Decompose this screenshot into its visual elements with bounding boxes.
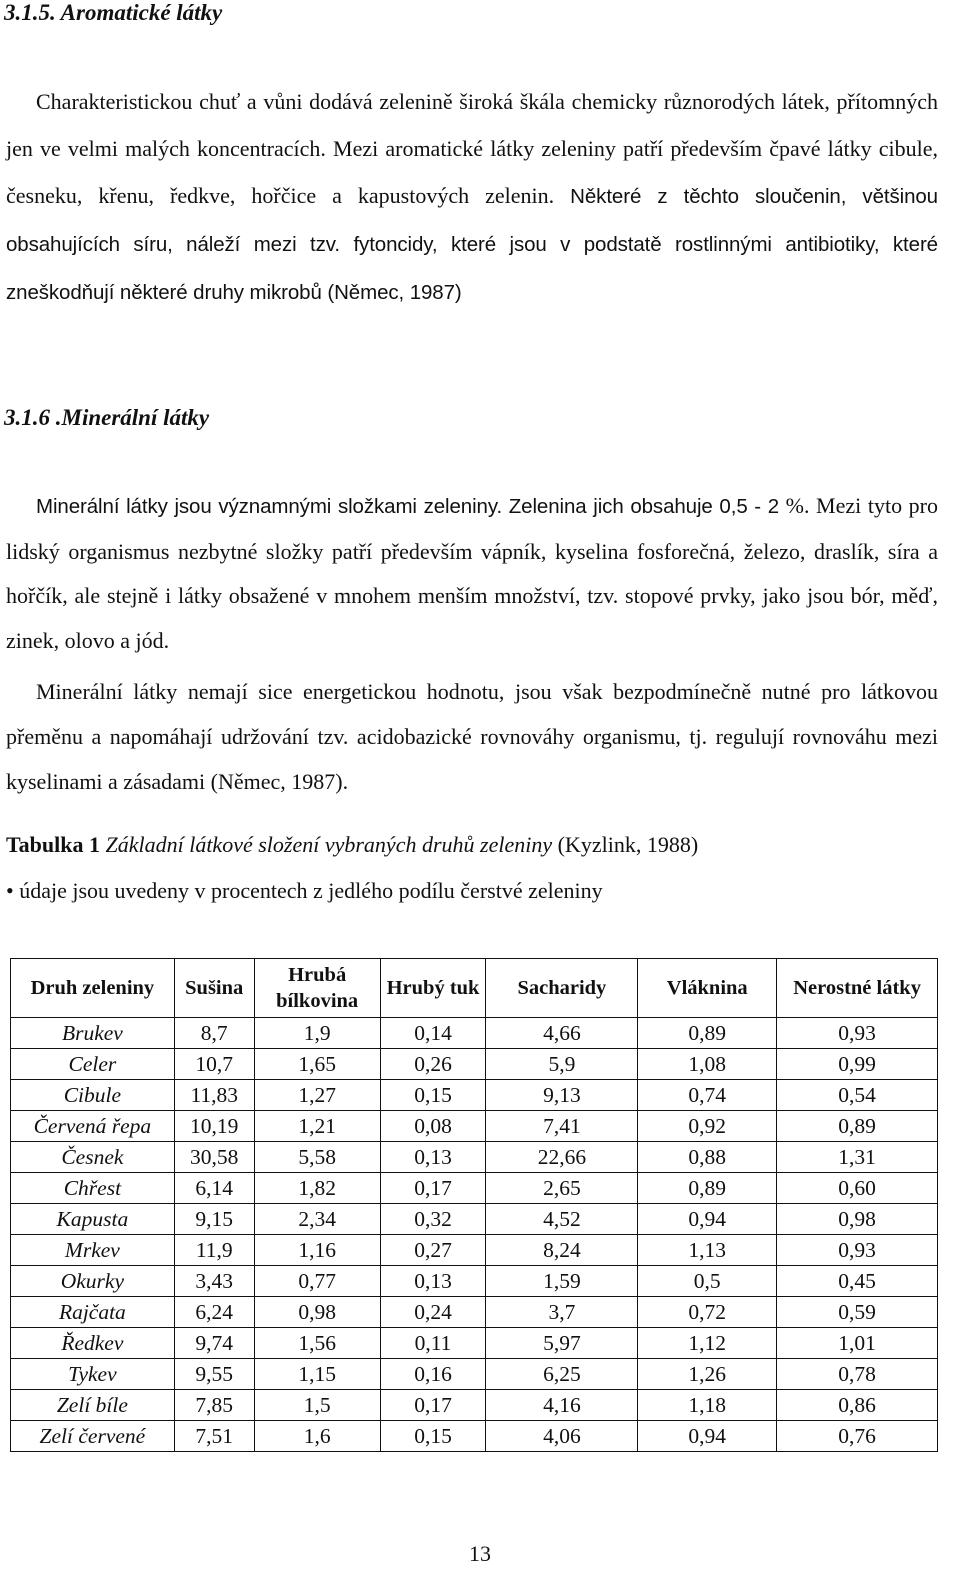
value-cell: 0,59 [777, 1297, 938, 1328]
table-note: • údaje jsou uvedeny v procentech z jedlého podílu čerstvé zeleniny [6, 878, 603, 903]
value-cell: 4,16 [486, 1390, 638, 1421]
section-heading-mineral: 3.1.6 .Minerální látky [4, 405, 210, 430]
column-header: Hrubý tuk [380, 959, 486, 1018]
value-cell: 7,85 [174, 1390, 254, 1421]
value-cell: 0,15 [380, 1421, 486, 1452]
value-cell: 0,60 [777, 1173, 938, 1204]
value-cell: 0,94 [638, 1421, 777, 1452]
value-cell: 1,15 [254, 1359, 380, 1390]
value-cell: 0,98 [777, 1204, 938, 1235]
vegetable-name-cell: Kapusta [11, 1204, 175, 1235]
value-cell: 2,34 [254, 1204, 380, 1235]
paragraph-mineral-1-part2: %. Mezi tyto pro lidský organismus nezbytné složky patří především vápník, kyselina fosforečná, železo, draslík, síra a hořčík, ale stejně i látky obsažené v mnohem menším množství, tzv. stopové prvky, jako jsou bór, měď, zinek, olovo a jód. [6, 493, 938, 653]
value-cell: 9,15 [174, 1204, 254, 1235]
value-cell: 0,16 [380, 1359, 486, 1390]
value-cell: 1,82 [254, 1173, 380, 1204]
value-cell: 0,86 [777, 1390, 938, 1421]
value-cell: 6,25 [486, 1359, 638, 1390]
vegetable-name-cell: Celer [11, 1049, 175, 1080]
value-cell: 0,92 [638, 1111, 777, 1142]
table-row [11, 1390, 938, 1421]
table-caption-title: Základní látkové složení vybraných druhů zeleniny [105, 832, 553, 857]
value-cell: 6,14 [174, 1173, 254, 1204]
value-cell: 1,65 [254, 1049, 380, 1080]
table-row [11, 1111, 938, 1142]
value-cell: 5,58 [254, 1142, 380, 1173]
table-row [11, 1359, 938, 1390]
value-cell: 8,24 [486, 1235, 638, 1266]
value-cell: 7,51 [174, 1421, 254, 1452]
value-cell: 0,89 [638, 1173, 777, 1204]
value-cell: 1,59 [486, 1266, 638, 1297]
value-cell: 1,21 [254, 1111, 380, 1142]
value-cell: 0,77 [254, 1266, 380, 1297]
vegetable-name-cell: Česnek [11, 1142, 175, 1173]
value-cell: 0,89 [638, 1018, 777, 1049]
value-cell: 0,74 [638, 1080, 777, 1111]
table-caption-source: (Kyzlink, 1988) [557, 832, 699, 857]
vegetable-name-cell: Rajčata [11, 1297, 175, 1328]
table-header-row [11, 959, 938, 1018]
table-row [11, 1204, 938, 1235]
value-cell: 5,97 [486, 1328, 638, 1359]
value-cell: 0,93 [777, 1235, 938, 1266]
value-cell: 0,94 [638, 1204, 777, 1235]
paragraph-mineral-1-part1: Minerální látky jsou významnými složkami zeleniny. Zelenina jich obsahuje 0,5 - 2 [36, 495, 780, 518]
vegetable-name-cell: Okurky [11, 1266, 175, 1297]
paragraph-aromatic-part1: Charakteristickou chuť a vůni dodává zelenině široká škála chemicky různorodých látek, přítomných jen ve velmi malých koncentracích. Mezi aromatické látky zeleniny patří především čpavé látky cibule, česneku, křenu, ředkve, hořčice a kapustových zelenin. [6, 89, 938, 208]
section-heading-aromatic: 3.1.5. Aromatické látky [4, 0, 223, 25]
paragraph-aromatic-part2: Některé z těchto sloučenin, většinou obsahujících síru, náleží mezi tzv. fytoncidy, které jsou v podstatě rostlinnými antibiotiky, které zneškodňují některé druhy mikrobů (Němec, 1987) [6, 185, 938, 304]
value-cell: 0,14 [380, 1018, 486, 1049]
value-cell: 22,66 [486, 1142, 638, 1173]
value-cell: 0,5 [638, 1266, 777, 1297]
value-cell: 0,89 [777, 1111, 938, 1142]
vegetable-name-cell: Mrkev [11, 1235, 175, 1266]
value-cell: 1,01 [777, 1328, 938, 1359]
value-cell: 0,72 [638, 1297, 777, 1328]
column-header: Nerostné látky [777, 959, 938, 1018]
value-cell: 0,24 [380, 1297, 486, 1328]
value-cell: 30,58 [174, 1142, 254, 1173]
value-cell: 0,76 [777, 1421, 938, 1452]
value-cell: 0,17 [380, 1390, 486, 1421]
table-row [11, 1018, 938, 1049]
vegetable-name-cell: Chřest [11, 1173, 175, 1204]
value-cell: 0,13 [380, 1142, 486, 1173]
value-cell: 0,27 [380, 1235, 486, 1266]
value-cell: 4,06 [486, 1421, 638, 1452]
value-cell: 0,26 [380, 1049, 486, 1080]
table-row [11, 1142, 938, 1173]
value-cell: 11,9 [174, 1235, 254, 1266]
value-cell: 5,9 [486, 1049, 638, 1080]
value-cell: 0,54 [777, 1080, 938, 1111]
value-cell: 9,13 [486, 1080, 638, 1111]
vegetable-name-cell: Cibule [11, 1080, 175, 1111]
value-cell: 10,19 [174, 1111, 254, 1142]
vegetable-name-cell: Ředkev [11, 1328, 175, 1359]
table-row [11, 1049, 938, 1080]
value-cell: 1,6 [254, 1421, 380, 1452]
table-row [11, 1266, 938, 1297]
value-cell: 0,99 [777, 1049, 938, 1080]
value-cell: 0,15 [380, 1080, 486, 1111]
value-cell: 1,16 [254, 1235, 380, 1266]
value-cell: 0,98 [254, 1297, 380, 1328]
page-number: 13 [469, 1541, 491, 1566]
value-cell: 0,88 [638, 1142, 777, 1173]
vegetable-name-cell: Červená řepa [11, 1111, 175, 1142]
vegetable-name-cell: Tykev [11, 1359, 175, 1390]
value-cell: 1,18 [638, 1390, 777, 1421]
value-cell: 0,45 [777, 1266, 938, 1297]
column-header: Druh zeleniny [11, 959, 175, 1018]
table-row [11, 1080, 938, 1111]
paragraph-mineral-1 [6, 484, 938, 663]
table-row [11, 1328, 938, 1359]
value-cell: 1,56 [254, 1328, 380, 1359]
value-cell: 1,08 [638, 1049, 777, 1080]
table-row [11, 1421, 938, 1452]
table-caption [6, 832, 698, 858]
vegetable-name-cell: Brukev [11, 1018, 175, 1049]
value-cell: 7,41 [486, 1111, 638, 1142]
paragraph-aromatic [6, 78, 938, 316]
table-row [11, 1297, 938, 1328]
value-cell: 0,08 [380, 1111, 486, 1142]
value-cell: 0,11 [380, 1328, 486, 1359]
value-cell: 0,78 [777, 1359, 938, 1390]
value-cell: 1,12 [638, 1328, 777, 1359]
column-header: Sacharidy [486, 959, 638, 1018]
column-header: Hrubá bílkovina [254, 959, 380, 1018]
value-cell: 8,7 [174, 1018, 254, 1049]
value-cell: 1,13 [638, 1235, 777, 1266]
value-cell: 9,55 [174, 1359, 254, 1390]
value-cell: 9,74 [174, 1328, 254, 1359]
value-cell: 4,66 [486, 1018, 638, 1049]
column-header: Vláknina [638, 959, 777, 1018]
table-caption-label: Tabulka 1 [6, 832, 100, 857]
value-cell: 1,26 [638, 1359, 777, 1390]
value-cell: 10,7 [174, 1049, 254, 1080]
table-body [11, 1018, 938, 1452]
column-header: Sušina [174, 959, 254, 1018]
value-cell: 0,32 [380, 1204, 486, 1235]
value-cell: 1,9 [254, 1018, 380, 1049]
value-cell: 3,43 [174, 1266, 254, 1297]
vegetable-name-cell: Zelí červené [11, 1421, 175, 1452]
vegetable-name-cell: Zelí bíle [11, 1390, 175, 1421]
value-cell: 6,24 [174, 1297, 254, 1328]
value-cell: 2,65 [486, 1173, 638, 1204]
value-cell: 1,27 [254, 1080, 380, 1111]
value-cell: 11,83 [174, 1080, 254, 1111]
value-cell: 0,93 [777, 1018, 938, 1049]
paragraph-mineral-2: Minerální látky nemají sice energetickou hodnotu, jsou však bezpodmínečně nutné pro látkovou přeměnu a napomáhají udržování tzv. acidobazické rovnováhy organismu, tj. regulují rovnováhu mezi kyselinami a zásadami (Němec, 1987). [6, 679, 938, 794]
nutrition-table [10, 958, 938, 1452]
value-cell: 3,7 [486, 1297, 638, 1328]
value-cell: 1,31 [777, 1142, 938, 1173]
value-cell: 1,5 [254, 1390, 380, 1421]
table-row [11, 1173, 938, 1204]
value-cell: 0,13 [380, 1266, 486, 1297]
table-row [11, 1235, 938, 1266]
value-cell: 0,17 [380, 1173, 486, 1204]
value-cell: 4,52 [486, 1204, 638, 1235]
